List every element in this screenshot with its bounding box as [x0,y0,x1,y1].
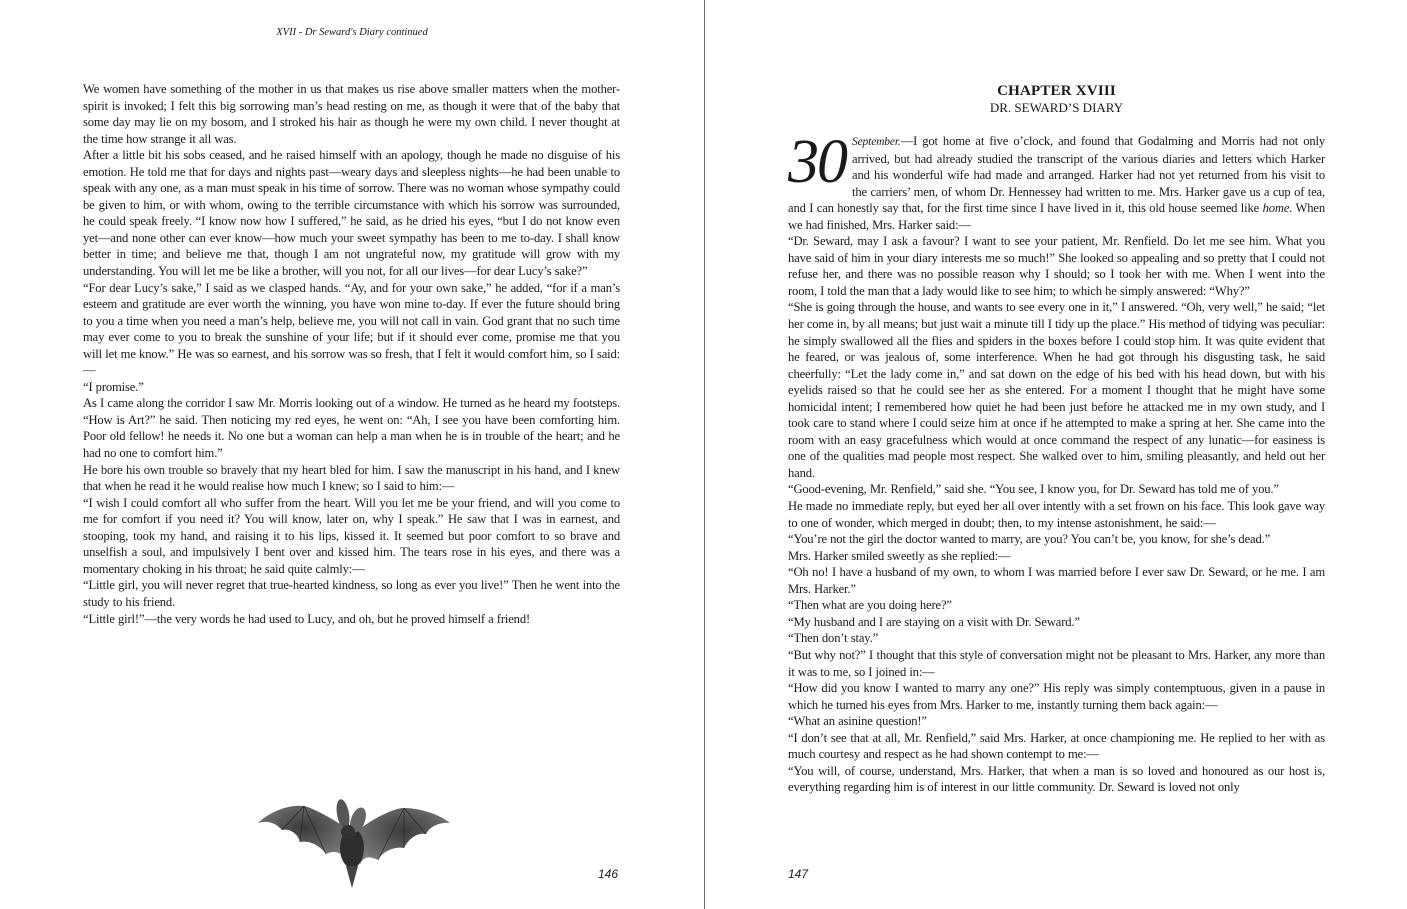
paragraph: “I don’t see that at all, Mr. Renfield,” said Mrs. Harker, at once championing me. He replied to her with as much courtesy and respect as he had shown contempt to me:— [788,730,1325,762]
page-divider [704,0,705,909]
paragraph: He made no immediate reply, but eyed her all over intently with a set frown on his face. This look gave way to one of wonder, which merged in doubt; then, to my intense astonishment, he said:— [788,499,1325,530]
paragraph: “I wish I could comfort all who suffer from the heart. Will you let me be your friend, and will you come to me for comfort if you need it? You will know, later on, why I speak.” He saw that I was in earnest, and stooping, took my hand, and raising it to his lips, kissed it. It seemed but poor comfort to so brave and unselfish a soul, and impulsively I bent over and kissed him. The tears rose in his eyes, and there was a momentary choking in his throat; he said quite calmly:— [83,495,620,576]
paragraph: We women have something of the mother in us that makes us rise above smaller matters when the mother-spirit is invoked; I felt this big sorrowing man’s head resting on me, as though it were that of the baby that some day may lie on my bosom, and I stroked his hair as though he were my own child. I never thought at the time how strange it all was. [83,82,620,146]
paragraph: “My husband and I are staying on a visit with Dr. Seward.” [788,614,1080,629]
right-page-body [788,128,1325,796]
paragraph: “Dr. Seward, may I ask a favour? I want to see your patient, Mr. Renfield. Do let me see him. What you have said of him in your diary interests me so much!” She looked so appealing and so pretty that I could not refuse her, and there was no possible reason why I should; so I took her with me. When I went into the room, I told the man that a lady would like to see him; to which he simply answered: “Why?” [788,234,1325,298]
page-number: 146 [598,867,619,881]
paragraph: “How did you know I wanted to marry any one?” His reply was simply contemptuous, given in a pause in which he turned his eyes from Mrs. Harker to me, instantly turning them back again:— [788,681,1325,712]
chapter-subtitle: DR. SEWARD’S DIARY [989,100,1124,115]
paragraph: After a little bit his sobs ceased, and he raised himself with an apology, though he made no disguise of his emotion. He told me that for days and nights past—weary days and sleepless nights—he had been unable to speak with any one, as a man must speak in his time of sorrow. There was no woman whose sympathy could be given to him, or with whom, owing to the terrible circumstance with which his sorrow was surrounded, he could speak freely. “I know now how I suffered,” he said, as he dried his eyes, “but I do not know even yet—and none other can ever know—how much your sweet sympathy has been to me to-day. I shall know better in time; and believe me that, though I am not ungrateful now, my gratitude will grow with my understanding. You will let me be like a brother, will you not, for all our lives—for dear Lucy’s sake?” [83,148,620,279]
paragraph: Mrs. Harker smiled sweetly as she replied:— [788,548,1011,563]
paragraph-text: —I got home at five o’clock, and found that Godalming and Morris had not only arrived, but had already studied the transcript of the various diaries and letters which Harker and his wonderful wife had made and arranged. Harker had not yet returned from his visit to the carriers’ men, of whom Dr. Hennessey had written to me. Mrs. Harker gave us a cup of tea, and I can honestly say that, for the first time since I have lived in it, this old house seemed like [788,134,1325,216]
paragraph-text: . When we had finished, Mrs. Harker said:— [788,201,1325,232]
paragraph: “Then don’t stay.” [788,631,879,646]
paragraph: “Little girl!”—the very words he had used to Lucy, and oh, but he proved himself a friend! [83,611,531,626]
paragraph: “Good-evening, Mr. Renfield,” said she. “You see, I know you, for Dr. Seward has told me of you.” [788,482,1279,497]
paragraph: He bore his own trouble so bravely that my heart bled for him. I saw the manuscript in his hand, and I knew that when he read it he would realise how much I knew; so I said to him:— [83,462,620,494]
paragraph: “Then what are you doing here?” [788,598,952,613]
bat-illustration [254,790,452,890]
paragraph: “You’re not the girl the doctor wanted to marry, are you? You can’t be, you know, for she’s dead.” [788,532,1271,547]
paragraph: As I came along the corridor I saw Mr. Morris looking out of a window. He turned as he heard my footsteps. “How is Art?” he said. Then noticing my red eyes, he went on: “Ah, I see you have been comforting him. Poor old fellow! he needs it. No one but a woman can help a man when he is in trouble of the heart; and he had no one to comfort him.” [83,396,620,461]
page-number: 147 [788,867,809,881]
running-head: XVII - Dr Seward's Diary continued [276,27,428,38]
paragraph: “Little girl, you will never regret that true-hearted kindness, so long as ever you live!” Then he went into the study to his friend. [83,578,620,609]
paragraph: “You will, of course, understand, Mrs. Harker, that when a man is so loved and honoured as our host is, everything regarding him is of interest in our little community. Dr. Seward is loved not only [788,763,1325,795]
paragraph: “Oh no! I have a husband of my own, to whom I was married before I ever saw Dr. Seward, or he me. I am Mrs. Harker.” [788,565,1325,596]
right-page [706,0,1407,909]
paragraph: “For dear Lucy’s sake,” I said as we clasped hands. “Ay, and for your own sake,” he added, “for if a man’s esteem and gratitude are ever worth the winning, you have won mine to-day. If ever the future should bring to you a time when you need a man’s help, believe me, you will not call in vain. God grant that no such time may ever come to you to break the sunshine of your life; but if it should ever come, promise me that you will let me know.” He was so earnest, and his sorrow was so fresh, that I felt it would comfort him, so I said:— [83,280,620,378]
paragraph: “She is going through the house, and wants to see every one in it,” I answered. “Oh, very well,” he said; “let her come in, by all means; but just wait a minute till I tidy up the place.” His method of tidying was peculiar: he simply swallowed all the flies and spiders in the boxes before I could stop him. It was quite evident that he feared, or was jealous of, some interference. When he had got through his disgusting task, he said cheerfully: “Let the lady come in,” and sat down on the edge of his bed with his head down, but with his eyelids raised so that he could see her as she entered. For a moment I thought that he might have some homicidal intent; I remembered how quiet he had been just before he attacked me in my own study, and I took care to stand where I could seize him at once if he attempted to make a spring at her. She came into the room with an easy gracefulness which would at once command the respect of any lunatic—for easiness is one of the qualities mad people most respect. She walked over to him, smiling pleasantly, and held out her hand. [788,300,1325,480]
paragraph: “I promise.” [83,379,144,394]
date-label: September. [852,136,901,148]
first-paragraph [788,128,1325,233]
drop-cap: 30 [788,128,846,196]
chapter-title: CHAPTER XVIII [997,83,1116,99]
paragraph: “What an asinine question!” [788,714,927,729]
paragraph: “But why not?” I thought that this style of conversation might not be pleasant to Mrs. Harker, any more than it was to me, so I joined in:— [788,647,1325,679]
emphasis: home [1262,201,1290,216]
left-page-body [83,81,620,627]
